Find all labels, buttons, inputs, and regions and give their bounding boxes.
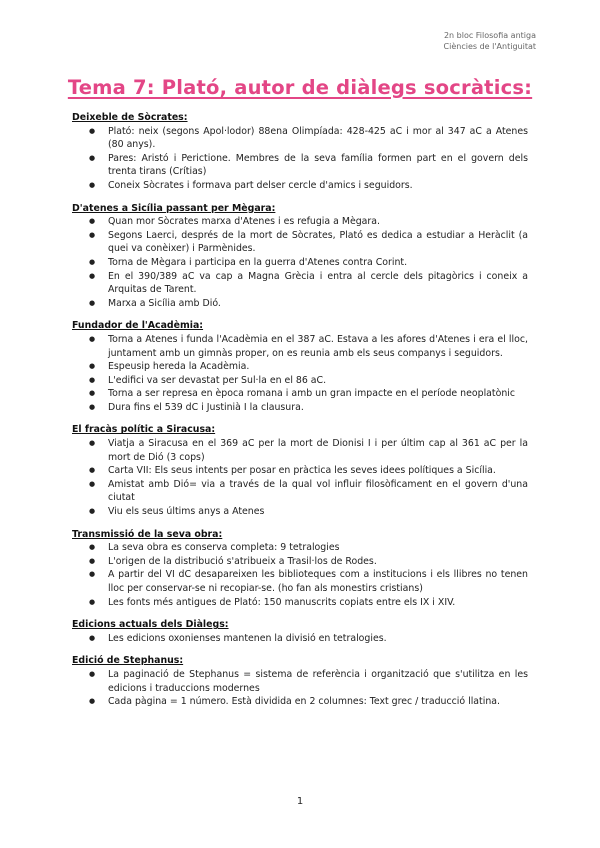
bullet-list (72, 333, 528, 415)
list-item: ● Marxa a Sicília amb Dió. (108, 297, 528, 311)
list-item: ● Viu els seus últims anys a Atenes (108, 505, 528, 519)
bullet-list (72, 668, 528, 709)
list-item: ● Plató: neix (segons Apol·lodor) 88ena Olimpíada: 428-425 aC i mor al 347 aC a Atenes (80 anys). (108, 125, 528, 152)
list-item: ● Coneix Sòcrates i formava part delser cercle d'amics i seguidors. (108, 179, 528, 193)
list-item: ● Torna a ser represa en època romana i amb un gran impacte en el període neoplatònic (108, 387, 528, 401)
bullet-list (72, 125, 528, 193)
page-title: Tema 7: Plató, autor de diàlegs socràtics: (67, 76, 533, 99)
list-item: ● Torna de Mègara i participa en la guerra d'Atenes contra Corint. (108, 256, 528, 270)
bullet-list (72, 437, 528, 519)
list-item: ● L'edifici va ser devastat per Sul·la en el 86 aC. (108, 374, 528, 388)
section-transmissio (72, 528, 528, 610)
document-body (72, 111, 528, 718)
section-heading: El fracàs polític a Siracusa: (72, 424, 216, 436)
list-item: ● Dura fins el 539 dC i Justinià I la clausura. (108, 401, 528, 415)
bullet-list (72, 541, 528, 609)
list-item: ● Carta VII: Els seus intents per posar en pràctica les seves idees polítiques a Sicília. (108, 464, 528, 478)
list-item: ● Les edicions oxonienses mantenen la divisió en tetralogies. (108, 632, 528, 646)
bullet-list (72, 632, 528, 646)
list-item: ● Cada pàgina = 1 número. Està dividida en 2 columnes: Text grec / traducció llatina. (108, 695, 528, 709)
list-item: ● Les fonts més antigues de Plató: 150 manuscrits copiats entre els IX i XIV. (108, 596, 528, 610)
section-stephanus (72, 654, 528, 708)
list-item: ● En el 390/389 aC va cap a Magna Grècia i entra al cercle dels pitagòrics i coneix a Arquitas de Tarent. (108, 270, 528, 297)
header-degree: Ciències de l'Antiguitat (443, 42, 536, 51)
section-academia (72, 319, 528, 414)
section-deixeble (72, 111, 528, 193)
list-item: ● L'origen de la distribució s'atribueix a Trasil·los de Rodes. (108, 555, 528, 569)
list-item: ● Torna a Atenes i funda l'Acadèmia en el 387 aC. Estava a les afores d'Atenes i era el lloc, juntament amb un gimnàs proper, on es reunia amb els seus companys i seguidors. (108, 333, 528, 360)
section-atenes-sicilia (72, 202, 528, 311)
header-course: 2n bloc Filosofia antiga (443, 31, 536, 40)
page-number: 1 (296, 796, 304, 807)
list-item: ● Quan mor Sòcrates marxa d'Atenes i es refugia a Mègara. (108, 215, 528, 229)
section-heading: Fundador de l'Acadèmia: (72, 320, 204, 332)
section-edicions-actuals (72, 618, 528, 645)
list-item: ● Amistat amb Dió= via a través de la qual vol influir filosòficament en el govern d'una ciutat (108, 478, 528, 505)
bullet-list (72, 215, 528, 310)
list-item: ● Espeusip hereda la Acadèmia. (108, 360, 528, 374)
list-item: ● La paginació de Stephanus = sistema de referència i organització que s'utilitza en les edicions i traduccions modernes (108, 668, 528, 695)
section-heading: Edicions actuals dels Diàlegs: (72, 619, 229, 631)
list-item: ● A partir del VI dC desapareixen les biblioteques com a institucions i els llibres no tenen lloc per conservar-se ni recopiar-se. (ho fan als monestirs cristians) (108, 568, 528, 595)
section-heading: Deixeble de Sòcrates: (72, 112, 188, 123)
list-item: ● Pares: Aristó i Perictione. Membres de la seva família formen part en el govern dels trenta tirans (Crítias) (108, 152, 528, 179)
list-item: ● Viatja a Siracusa en el 369 aC per la mort de Dionisi I i per últim cap al 361 aC per la mort de Dió (3 cops) (108, 437, 528, 464)
list-item: ● La seva obra es conserva completa: 9 tetralogies (108, 541, 528, 555)
page-header (444, 30, 536, 52)
list-item: ● Segons Laerci, després de la mort de Sòcrates, Plató es dedica a estudiar a Heràclit (a quei va conèixer) i Parmènides. (108, 229, 528, 256)
section-heading: Transmissió de la seva obra: (72, 528, 223, 540)
section-heading: D'atenes a Sicília passant per Mègara: (72, 202, 276, 214)
section-siracusa (72, 423, 528, 518)
section-heading: Edició de Stephanus: (72, 655, 184, 667)
